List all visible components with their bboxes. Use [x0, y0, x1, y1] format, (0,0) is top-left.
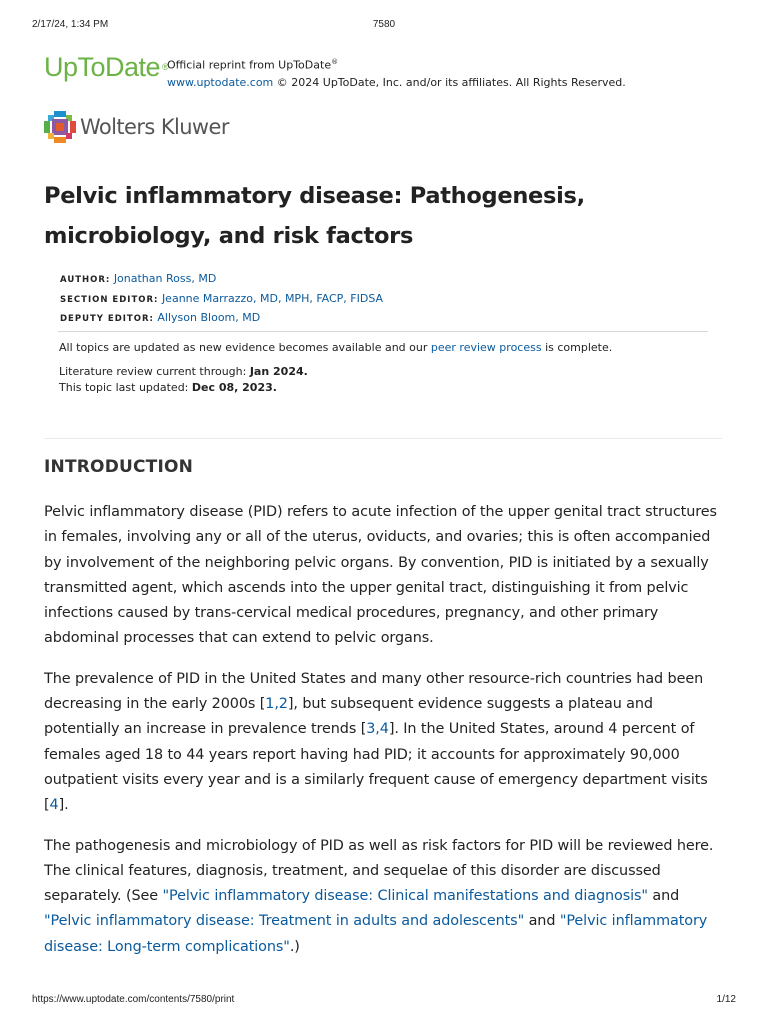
topic-link-long-term-complications[interactable]: "Pelvic inflammatory disease: Long-term complications": [44, 913, 708, 955]
wolters-kluwer-mark-icon: [44, 111, 76, 143]
update-statement: All topics are updated as new evidence becomes available and our peer review process is complete.: [59, 341, 613, 354]
literature-review-date: Literature review current through: Jan 2024.: [59, 365, 308, 378]
peer-review-link[interactable]: peer review process: [430, 341, 542, 354]
print-url: https://www.uptodate.com/contents/7580/print: [32, 994, 235, 1005]
section-divider: [44, 438, 722, 439]
paragraph-1: Pelvic inflammatory disease (PID) refers to acute infection of the upper genital tract structures in females, involving any or all of the uterus, oviducts, and ovaries; this is often accompanied by involvement of the neighboring pelvic organs. By convention, PID is initiated by a sexually transmitted agent, which ascends into the upper genital tract, distinguishing it from pelvic infections caused by trans-cervical medical procedures, pregnancy, and other primary abdominal processes that can extend to pelvic organs.: [44, 504, 717, 647]
wolters-kluwer-logo: [44, 110, 229, 144]
byline-section-editor: SECTION EDITOR: Jeanne Marrazzo, MD, MPH, FACP, FIDSA: [60, 291, 384, 305]
byline-role: DEPUTY EDITOR: [60, 314, 150, 324]
reprint-notice: [167, 54, 626, 91]
print-footer: [32, 994, 736, 1006]
uptodate-site-link[interactable]: www.uptodate.com: [167, 75, 274, 89]
paragraph-2: The prevalence of PID in the United States and many other resource-rich countries had been decreasing in the early 2000s [1,2], but subsequent evidence suggests a plateau and potentially an increase in prevalence trends [3,4]. In the United States, around 4 percent of females aged 18 to 44 years report having had PID; it accounts for approximately 90,000 outpatient visits every year and is a similarly frequent cause of emergency department visits [4].: [44, 670, 708, 814]
wolters-kluwer-text: Wolters Kluwer: [80, 115, 229, 139]
uptodate-logo: [44, 52, 169, 82]
reference-link[interactable]: 3,4: [366, 721, 389, 738]
print-title: 7580: [372, 19, 396, 30]
reprint-registered-mark: ®: [331, 58, 339, 66]
reference-link[interactable]: 4: [49, 797, 59, 814]
deputy-editor-link[interactable]: Allyson Bloom, MD: [157, 311, 261, 324]
print-date: 2/17/24, 1:34 PM: [32, 19, 109, 30]
copyright-text: © 2024 UpToDate, Inc. and/or its affiliates. All Rights Reserved.: [273, 75, 626, 89]
byline-deputy-editor: DEPUTY EDITOR: Allyson Bloom, MD: [60, 311, 261, 324]
reprint-line: Official reprint from UpToDate: [167, 58, 332, 72]
section-editor-link[interactable]: Jeanne Marrazzo, MD, MPH, FACP, FIDSA: [161, 291, 384, 305]
topic-link-clinical-manifestations[interactable]: "Pelvic inflammatory disease: Clinical manifestations and diagnosis": [162, 888, 648, 905]
uptodate-logo-text: UpToDate: [44, 52, 161, 82]
byline-author: AUTHOR: Jonathan Ross, MD: [60, 272, 217, 285]
byline-role: AUTHOR: [60, 275, 106, 285]
byline-divider: [58, 331, 708, 332]
byline-role: SECTION EDITOR: [60, 294, 155, 305]
author-link[interactable]: Jonathan Ross, MD: [113, 272, 217, 285]
article-body: [44, 500, 726, 975]
section-heading-introduction: INTRODUCTION: [44, 457, 194, 477]
paragraph-3: The pathogenesis and microbiology of PID as well as risk factors for PID will be reviewed here. The clinical features, diagnosis, treatment, and sequelae of this disorder are discussed separately. (See "Pelvic inflammatory disease: Clinical manifestations and diagnosis" and "Pelvic inflammatory disease: Treatment in adults and adolescents" and "Pelvic inflammatory disease: Long-term complications".): [44, 837, 714, 955]
page-number: 1/12: [716, 994, 736, 1005]
topic-link-treatment[interactable]: "Pelvic inflammatory disease: Treatment in adults and adolescents": [44, 913, 525, 930]
print-header: [32, 19, 736, 31]
reference-link[interactable]: 1,2: [265, 696, 288, 713]
article-title: Pelvic inflammatory disease: Pathogenesis, microbiology, and risk factors: [44, 183, 585, 249]
registered-mark: ®: [161, 62, 169, 72]
last-updated-date: This topic last updated: Dec 08, 2023.: [59, 381, 277, 394]
byline: [60, 270, 383, 329]
update-info: [59, 340, 612, 396]
